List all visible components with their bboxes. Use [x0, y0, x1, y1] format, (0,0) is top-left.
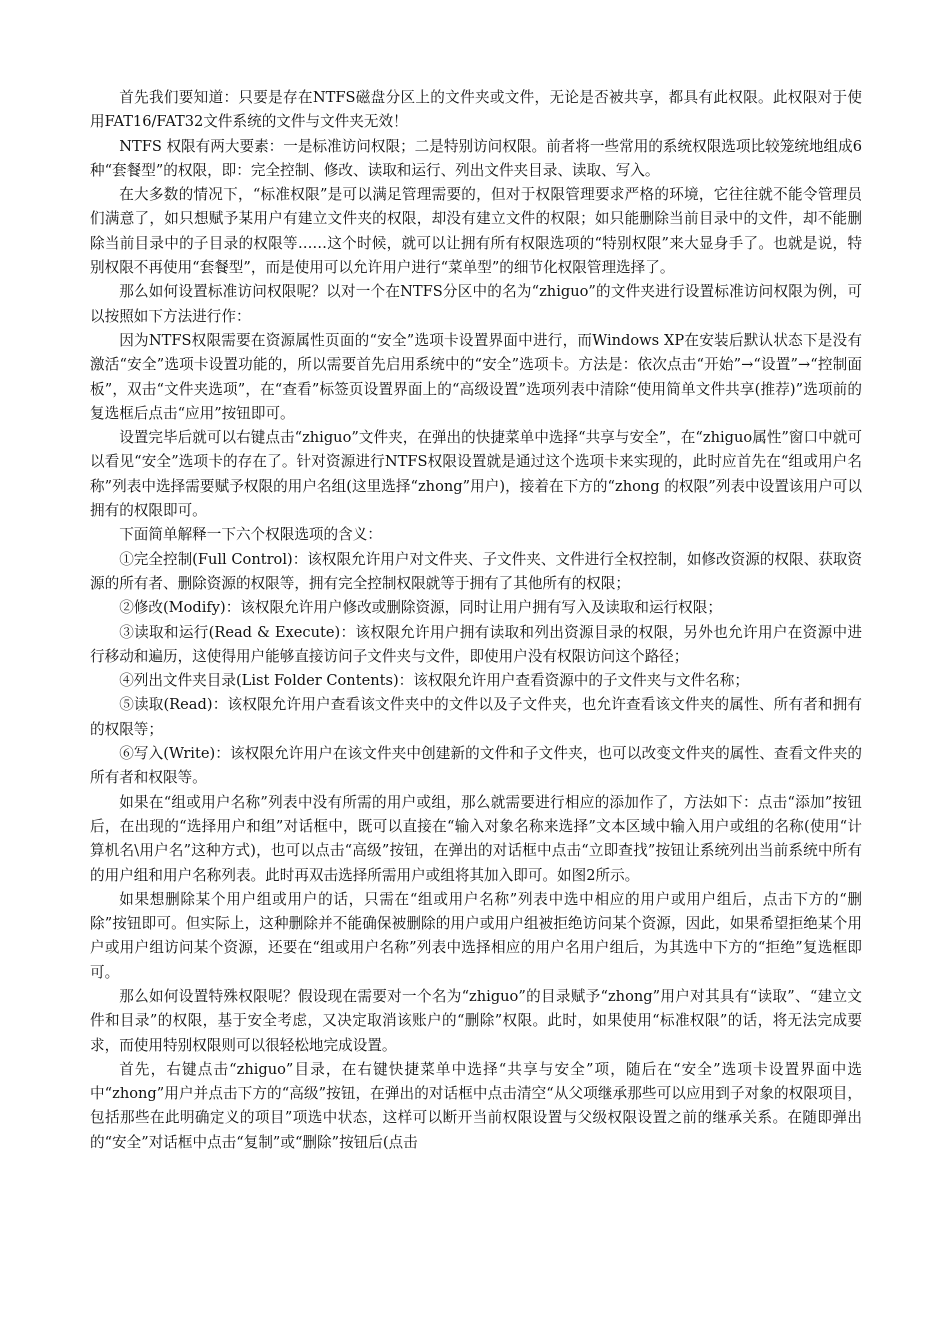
paragraph-six-options-heading: 下面简单解释一下六个权限选项的含义：	[119, 526, 382, 544]
paragraph-special-permissions-howto: 那么如何设置特殊权限呢？假设现在需要对一个名为“zhiguo”的目录赋予“zhong”用户对其具有“读取”、“建立文件和目录”的权限，基于安全考虑，又决定取消该账户的“删除”权限。此时，如果使用“标准权限”的话，将无法完成要求，而使用特别权限则可以很轻松地完成设置。	[90, 987, 862, 1054]
paragraph-option-modify: ②修改(Modify)：该权限允许用户修改或删除资源，同时让用户拥有写入及读取和运行权限；	[119, 599, 722, 617]
paragraph-remove-user: 如果想删除某个用户组或用户的话，只需在“组或用户名称”列表中选中相应的用户或用户组后，点击下方的“删除”按钮即可。但实际上，这种删除并不能确保被删除的用户或用户组被拒绝访问某个资源，因此，如果希望拒绝某个用户或用户组访问某个资源，还要在“组或用户名称”列表中选择相应的用户名用户组后，为其选中下方的“拒绝”复选框即可。	[90, 890, 862, 981]
paragraph-option-write: ⑥写入(Write)：该权限允许用户在该文件夹中创建新的文件和子文件夹，也可以改变文件夹的属性、查看文件夹的所有者和权限等。	[90, 745, 862, 787]
document-body	[90, 86, 862, 1155]
paragraph-enable-security-tab: 因为NTFS权限需要在资源属性页面的“安全”选项卡设置界面中进行，而Windows XP在安装后默认状态下是没有激活“安全”选项卡设置功能的，所以需要首先启用系统中的“安全”选项卡。方法是：依次点击“开始”→“设置”→“控制面板”，双击“文件夹选项”，在“查看”标签页设置界面上的“高级设置”选项列表中清除“使用简单文件共享(推荐)”选项前的复选框后点击“应用”按钮即可。	[90, 331, 862, 422]
paragraph-option-list-folder: ④列出文件夹目录(List Folder Contents)：该权限允许用户查看资源中的子文件夹与文件名称；	[119, 672, 749, 690]
paragraph-special-permissions-intro: 在大多数的情况下，“标准权限”是可以满足管理需要的，但对于权限管理要求严格的环境，它往往就不能令管理员们满意了，如只想赋予某用户有建立文件夹的权限，却没有建立文件的权限；如只能删除当前目录中的文件，却不能删除当前目录中的子目录的权限等……这个时候，就可以让拥有所有权限选项的“特别权限”来大显身手了。也就是说，特别权限不再使用“套餐型”，而是使用可以允许用户进行“菜单型”的细节化权限管理选择了。	[90, 186, 862, 277]
paragraph-security-tab-usage: 设置完毕后就可以右键点击“zhiguo”文件夹，在弹出的快捷菜单中选择“共享与安全”，在“zhiguo属性”窗口中就可以看见“安全”选项卡的存在了。针对资源进行NTFS权限设置就是通过这个选项卡来实现的，此时应首先在“组或用户名称”列表中选择需要赋予权限的用户名组(这里选择“zhong”用户)，接着在下方的“zhong 的权限”列表中设置该用户可以拥有的权限即可。	[90, 429, 862, 520]
paragraph-option-read-execute: ③读取和运行(Read & Execute)：该权限允许用户拥有读取和列出资源目录的权限，另外也允许用户在资源中进行移动和遍历，这使得用户能够直接访问子文件夹与文件，即使用户没有权限访问这个路径；	[90, 623, 862, 665]
paragraph-add-user: 如果在“组或用户名称”列表中没有所需的用户或组，那么就需要进行相应的添加作了，方法如下：点击“添加”按钮后，在出现的“选择用户和组”对话框中，既可以直接在“输入对象名称来选择”文本区域中输入用户或组的名称(使用“计算机名\用户名”这种方式)，也可以点击“高级”按钮，在弹出的对话框中点击“立即查找”按钮让系统列出当前系统中所有的用户组和用户名称列表。此时再双击选择所需用户或组将其加入即可。如图2所示。	[90, 793, 862, 884]
paragraph-option-full-control: ①完全控制(Full Control)：该权限允许用户对文件夹、子文件夹、文件进行全权控制，如修改资源的权限、获取资源的所有者、删除资源的权限等，拥有完全控制权限就等于拥有了其他所有的权限；	[90, 550, 862, 592]
paragraph-ntfs-two-elements: NTFS 权限有两大要素：一是标准访问权限；二是特别访问权限。前者将一些常用的系统权限选项比较笼统地组成6种“套餐型”的权限，即：完全控制、修改、读取和运行、列出文件夹目录、读取、写入。	[90, 137, 862, 179]
paragraph-standard-permissions-howto: 那么如何设置标准访问权限呢？以对一个在NTFS分区中的名为“zhiguo”的文件夹进行设置标准访问权限为例，可以按照如下方法进行作：	[90, 283, 862, 325]
paragraph-ntfs-scope: 首先我们要知道：只要是存在NTFS磁盘分区上的文件夹或文件，无论是否被共享，都具有此权限。此权限对于使用FAT16/FAT32文件系统的文件与文件夹无效！	[90, 89, 862, 131]
paragraph-special-permissions-steps: 首先，右键点击“zhiguo”目录，在右键快捷菜单中选择“共享与安全”项，随后在“安全”选项卡设置界面中选中“zhong”用户并点击下方的“高级”按钮，在弹出的对话框中点击清空“从父项继承那些可以应用到子对象的权限项目，包括那些在此明确定义的项目”项选中状态，这样可以断开当前权限设置与父级权限设置之前的继承关系。在随即弹出的“安全”对话框中点击“复制”或“删除”按钮后(点击	[90, 1060, 862, 1151]
paragraph-option-read: ⑤读取(Read)：该权限允许用户查看该文件夹中的文件以及子文件夹，也允许查看该文件夹的属性、所有者和拥有的权限等；	[90, 696, 862, 738]
